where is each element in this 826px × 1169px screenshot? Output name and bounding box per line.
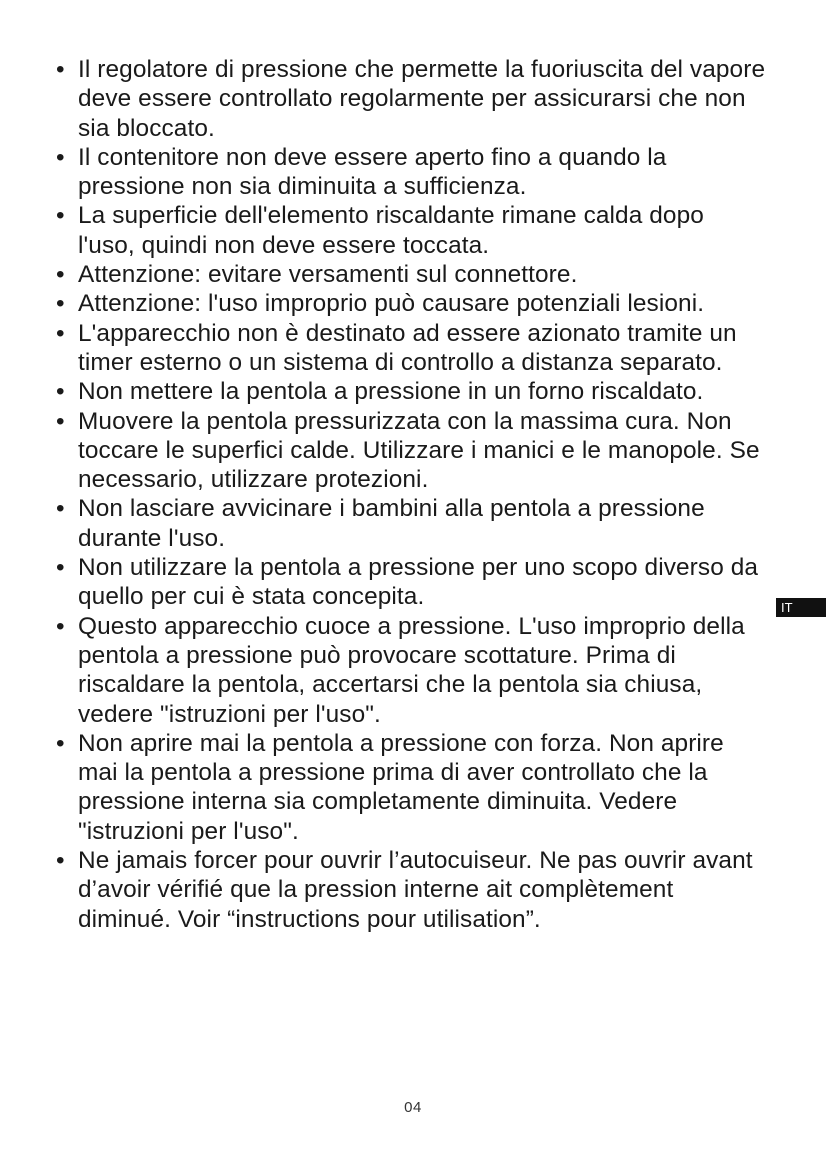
list-item-text: Il contenitore non deve essere aperto fino a quando la pressione non sia diminuita a sufficienza.	[78, 143, 667, 201]
list-item	[56, 377, 766, 406]
list-item	[56, 260, 766, 289]
safety-bullet-list	[56, 55, 766, 934]
bullet-icon: •	[56, 729, 65, 757]
list-item-text: Attenzione: l'uso improprio può causare potenziali lesioni.	[78, 290, 705, 318]
list-item-text: Non mettere la pentola a pressione in un forno riscaldato.	[78, 378, 704, 406]
list-item	[56, 201, 766, 260]
list-item-text: Muovere la pentola pressurizzata con la massima cura. Non toccare le superfici calde. Utilizzare i manici e le manopole. Se necessario, utilizzare protezioni.	[78, 407, 760, 494]
list-item-text: Non lasciare avvicinare i bambini alla pentola a pressione durante l'uso.	[78, 495, 705, 552]
list-item	[56, 612, 766, 729]
list-item	[56, 289, 766, 318]
bullet-icon: •	[56, 319, 65, 347]
bullet-icon: •	[56, 261, 65, 289]
bullet-icon: •	[56, 378, 65, 406]
bullet-icon: •	[56, 202, 65, 230]
list-item	[56, 143, 766, 202]
bullet-icon: •	[56, 290, 65, 318]
list-item-text: Attenzione: evitare versamenti sul connettore.	[78, 261, 578, 289]
bullet-icon: •	[56, 612, 65, 640]
list-item	[56, 553, 766, 612]
list-item	[56, 319, 766, 378]
page-number: 04	[404, 1099, 422, 1116]
bullet-icon: •	[56, 554, 65, 582]
list-item-text: Questo apparecchio cuoce a pressione. L'uso improprio della pentola a pressione può provocare scottature. Prima di riscaldare la pentola, accertarsi che la pentola sia chiusa, vedere "istruzioni per l'uso".	[78, 612, 745, 728]
list-item-text: Ne jamais forcer pour ouvrir l’autocuiseur. Ne pas ouvrir avant d’avoir vérifié que la pression interne ait complètement diminué. Voir “instructions pour utilisation”.	[78, 847, 753, 933]
bullet-icon: •	[56, 143, 65, 171]
bullet-icon: •	[56, 495, 65, 523]
list-item-text: La superficie dell'elemento riscaldante rimane calda dopo l'uso, quindi non deve essere toccata.	[78, 202, 704, 259]
language-tab: IT	[776, 598, 826, 617]
list-item-text: Non utilizzare la pentola a pressione per uno scopo diverso da quello per cui è stata concepita.	[78, 554, 759, 611]
list-item-text: Il regolatore di pressione che permette la fuoriuscita del vapore deve essere controllato regolarmente per assicurarsi che non sia bloccato.	[78, 56, 766, 142]
bullet-icon: •	[56, 847, 65, 875]
list-item-text: L'apparecchio non è destinato ad essere azionato tramite un timer esterno o un sistema di controllo a distanza separato.	[78, 319, 737, 376]
bullet-icon: •	[56, 407, 65, 435]
instructions-content	[56, 55, 766, 934]
list-item	[56, 494, 766, 553]
list-item	[56, 846, 766, 934]
list-item-text: Non aprire mai la pentola a pressione con forza. Non aprire mai la pentola a pressione prima di aver controllato che la pressione interna sia completamente diminuita. Vedere "istruzioni per l'uso".	[78, 729, 724, 845]
list-item	[56, 407, 766, 495]
list-item	[56, 729, 766, 846]
bullet-icon: •	[56, 56, 65, 83]
list-item	[56, 55, 766, 143]
